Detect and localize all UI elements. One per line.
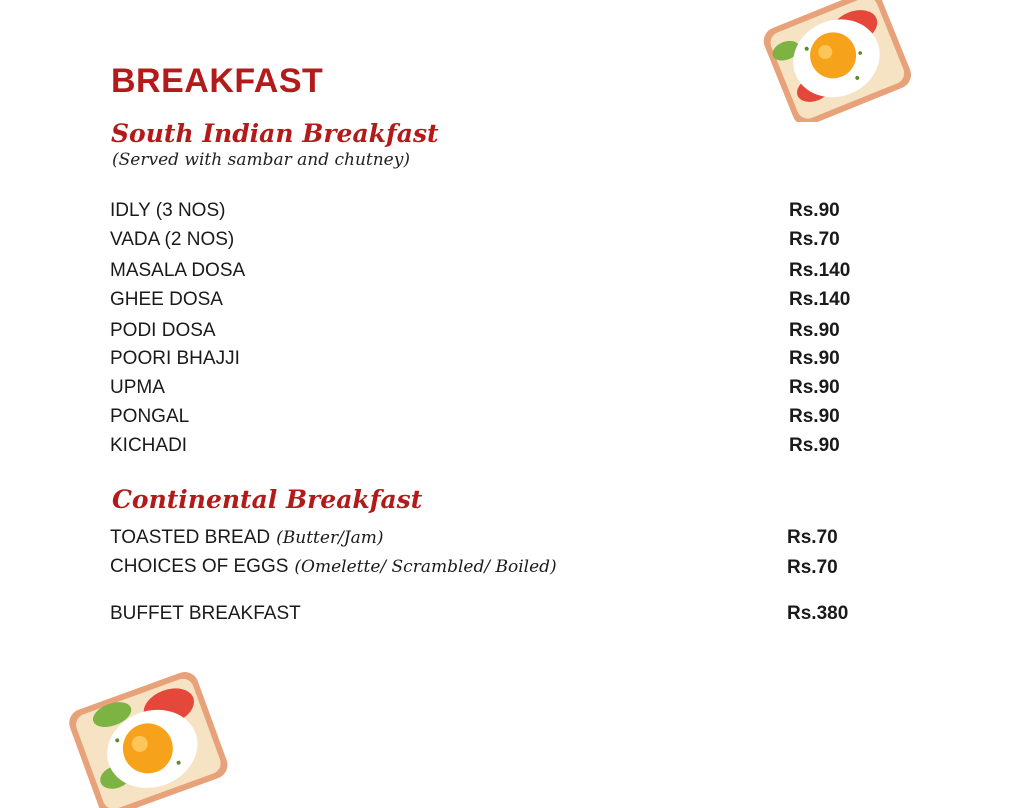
buffet-item-name: BUFFET BREAKFAST <box>110 603 301 624</box>
section-subtitle-south-indian: (Served with sambar and chutney) <box>112 150 410 170</box>
menu-item-price: Rs.90 <box>789 435 840 456</box>
menu-item-name: KICHADI <box>110 435 188 456</box>
section-title-continental: Continental Breakfast <box>112 485 423 514</box>
menu-item-note: (Omelette/ Scrambled/ Boiled) <box>294 557 557 577</box>
menu-item-price: Rs.90 <box>789 348 840 369</box>
menu-item-label: TOASTED BREAD <box>110 527 271 548</box>
menu-item-price: Rs.70 <box>789 229 840 250</box>
menu-item-name: PODI DOSA <box>110 320 216 341</box>
menu-item-name: VADA (2 NOS) <box>110 229 235 250</box>
egg-toast-icon <box>752 0 922 122</box>
menu-item-name: IDLY (3 NOS) <box>110 200 226 221</box>
menu-item-name <box>110 527 384 549</box>
menu-item-note: (Butter/Jam) <box>276 528 384 548</box>
menu-item-price: Rs.90 <box>789 377 840 398</box>
menu-item-price: Rs.140 <box>789 289 851 310</box>
menu-item-price: Rs.70 <box>787 527 838 548</box>
buffet-item-price: Rs.380 <box>787 603 849 624</box>
egg-toast-icon <box>58 668 238 808</box>
menu-item-price: Rs.140 <box>789 260 851 281</box>
menu-item-label: CHOICES OF EGGS <box>110 556 289 577</box>
menu-item-name: UPMA <box>110 377 165 398</box>
menu-item-name: MASALA DOSA <box>110 260 246 281</box>
menu-item-price: Rs.70 <box>787 557 838 578</box>
menu-item-name: GHEE DOSA <box>110 289 223 310</box>
page-title: BREAKFAST <box>111 62 324 100</box>
menu-item-price: Rs.90 <box>789 200 840 221</box>
menu-item-name: PONGAL <box>110 406 190 427</box>
section-title-south-indian: South Indian Breakfast <box>111 119 439 148</box>
menu-item-price: Rs.90 <box>789 406 840 427</box>
menu-item-name: POORI BHAJJI <box>110 348 240 369</box>
menu-item-price: Rs.90 <box>789 320 840 341</box>
menu-item-name <box>110 556 557 578</box>
